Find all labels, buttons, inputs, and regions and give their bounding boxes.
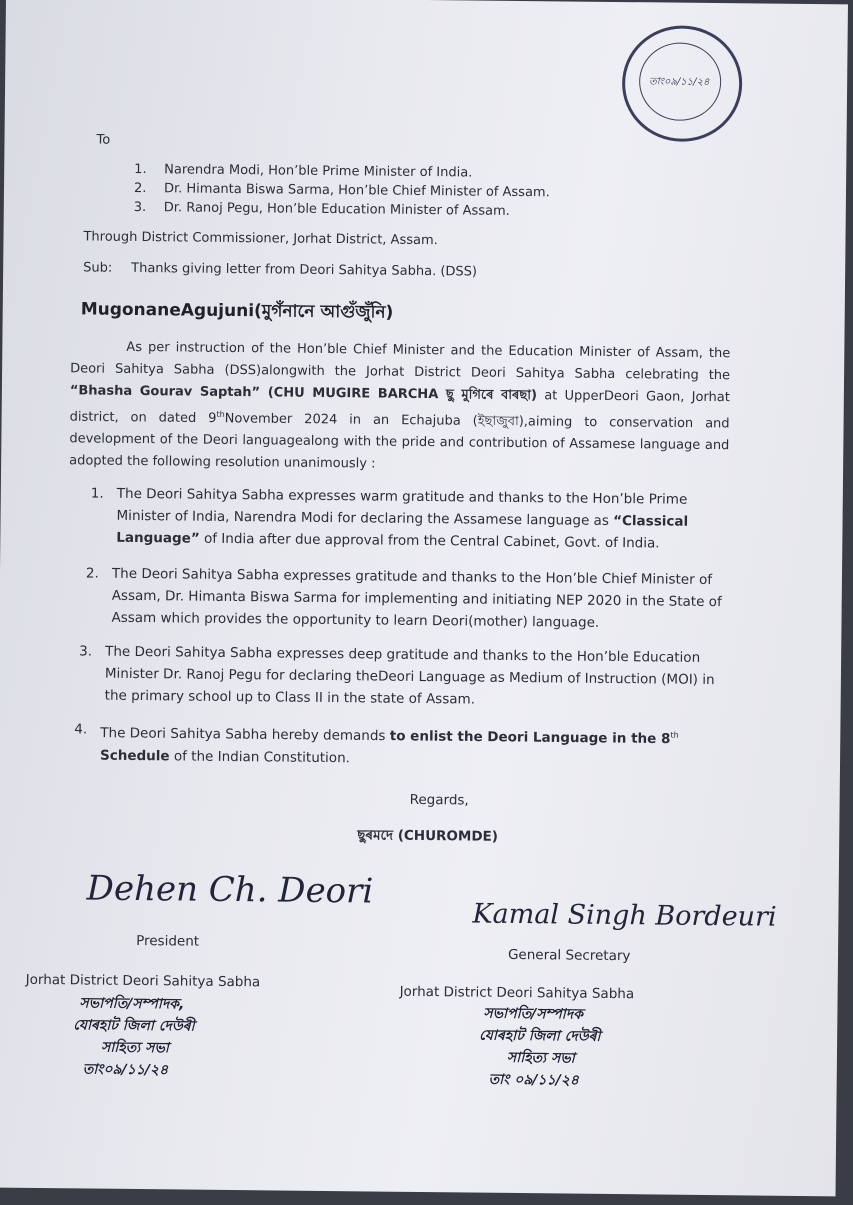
recipient-num: 2. <box>133 180 147 197</box>
closing-churomde: ছুৰমদে (CHUROMDE) <box>357 827 499 845</box>
right-stamp-line: সাহিত্য সভা <box>506 1049 575 1067</box>
recipient-text: Dr. Himanta Biswa Sarma, Hon’ble Chief Minister of Assam. <box>163 181 550 201</box>
subject-label: Sub: <box>83 260 113 276</box>
seal-date: তাং০৯/১১/২৪ <box>649 76 710 88</box>
general-secretary-signature: Kamal Singh Bordeuri <box>472 898 777 933</box>
right-org-name: Jorhat District Deori Sahitya Sabha <box>399 983 635 1003</box>
president-title: President <box>136 933 200 950</box>
recipient-text: Dr. Ranoj Pegu, Hon’ble Education Minister of Assam. <box>163 200 510 219</box>
round-seal-stamp <box>622 25 743 142</box>
right-stamp-line: সভাপতি/সম্পাদক <box>483 1005 584 1023</box>
general-secretary-title: General Secretary <box>507 946 631 965</box>
through-line: Through District Commissioner, Jorhat District, Assam. <box>83 229 438 249</box>
intro-paragraph: As per instruction of the Hon’ble Chief Minister and the Education Minister of Assam, the Deori Sahitya Sabha (DSS)alongwith the Jorhat District Deori Sahitya Sabha celebrating the “Bhasha Gourav Saptah” (CHU MUGIRE BARCHA ছু মুগিৰে বাৰছা) at UpperDeori Gaon, Jorhat district, on dated 9thNovember 2024 in an Echajuba (ইছাজুবা),aiming to conservation and development of the Deori languagealong with the pride and contribution of Assamese language and adopted the following resolution unanimously : <box>69 339 731 472</box>
recipient-text: Narendra Modi, Hon’ble Prime Minister of India. <box>164 162 473 181</box>
regards: Regards, <box>409 791 469 809</box>
left-org-name: Jorhat District Deori Sahitya Sabha <box>25 971 261 991</box>
left-stamp-line: সাহিত্য সভা <box>100 1039 169 1057</box>
salutation: MugonaneAgujuni(মুগঁনানে আগুঁজুঁনি) <box>80 299 394 323</box>
left-stamp-line: তাং০৯/১১/২৪ <box>82 1061 169 1079</box>
left-stamp-line: যোৰহাট জিলা দেউৰী <box>73 1017 195 1035</box>
right-stamp-line: তাং ০৯/১১/২৪ <box>488 1071 580 1089</box>
president-signature: Dehen Ch. Deori <box>86 868 374 912</box>
letter-page: তাং০৯/১১/২৪ To 1. Narendra Modi, Hon’ble Prime Minister of India. 2. Dr. Himanta Biswa Sarma, Hon’ble Chief Minister of Assam. 3. Dr. Ranoj Pegu, Hon’ble Education Minister of Assam. Through District Commissioner, Jorhat District, Assam. Sub: Thanks giving letter from Deori Sahitya Sabha. (DSS) MugonaneAgujuni(মুগঁনানে আগুঁজুঁনি) As per instruction of the Hon’ble Chief Minister and the Education Minister of Assam, the Deori Sahitya Sabha (DSS)alongwith the Jorhat District Deori Sahitya Sabha celebrating the “Bhasha Gourav Saptah” (CHU MUGIRE BARCHA ছু মুগিৰে বাৰছা) at UpperDeori Gaon, Jorhat district, on dated 9thNovember 2024 in an Echajuba (ইছাজুবা),aiming to conservation and development of the Deori languagealong with the pride and contribution of Assamese language and adopted the following resolution unanimously : 1. The Deori Sahitya Sabha expresses warm gratitude and thanks to the Hon’ble Prime Minister of India, Narendra Modi for declaring the Assamese language as “Classical Language” of India after due approval from the Central Cabinet, Govt. of India. 2. The Deori Sahitya Sabha expresses gratitude and thanks to the Hon’ble Chief Minister of Assam, Dr. Himanta Biswa Sarma for implementing and initiating NEP 2020 in the State of Assam which provides the opportunity to learn Deori(mother) language. 3. The Deori Sahitya Sabha expresses deep gratitude and thanks to the Hon’ble Education Minister Dr. Ranoj Pegu for declaring theDeori Language as Medium of Instruction (MOI) in the primary school up to Class II in the state of Assam. 4. The Deori Sahitya Sabha hereby demands to enlist the Deori Language in the 8th Schedule of the Indian Constitution. Regards, ছুৰমদে (CHUROMDE) Dehen Ch. Deori President Jorhat District Deori Sahitya Sabha সভাপতি/সম্পাদক, যোৰহাট জিলা দেউৰী সাহিত্য সভা তাং০৯/১১/২৪ Kamal Singh Bordeuri General Secretary Jorhat District Deori Sahitya Sabha সভাপতি/সম্পাদক যোৰহাট জিলা দেউৰী সাহিত্য সভা তাং ০৯/১১/২৪ <box>0 0 848 1196</box>
recipient-num: 3. <box>133 199 147 216</box>
recipient-num: 1. <box>134 161 147 178</box>
to-label: To <box>96 132 111 148</box>
subject-text: Thanks giving letter from Deori Sahitya Sabha. (DSS) <box>131 260 478 280</box>
left-stamp-line: সভাপতি/সম্পাদক, <box>79 995 185 1013</box>
right-stamp-line: যোৰহাট জিলা দেউৰী <box>479 1027 601 1045</box>
